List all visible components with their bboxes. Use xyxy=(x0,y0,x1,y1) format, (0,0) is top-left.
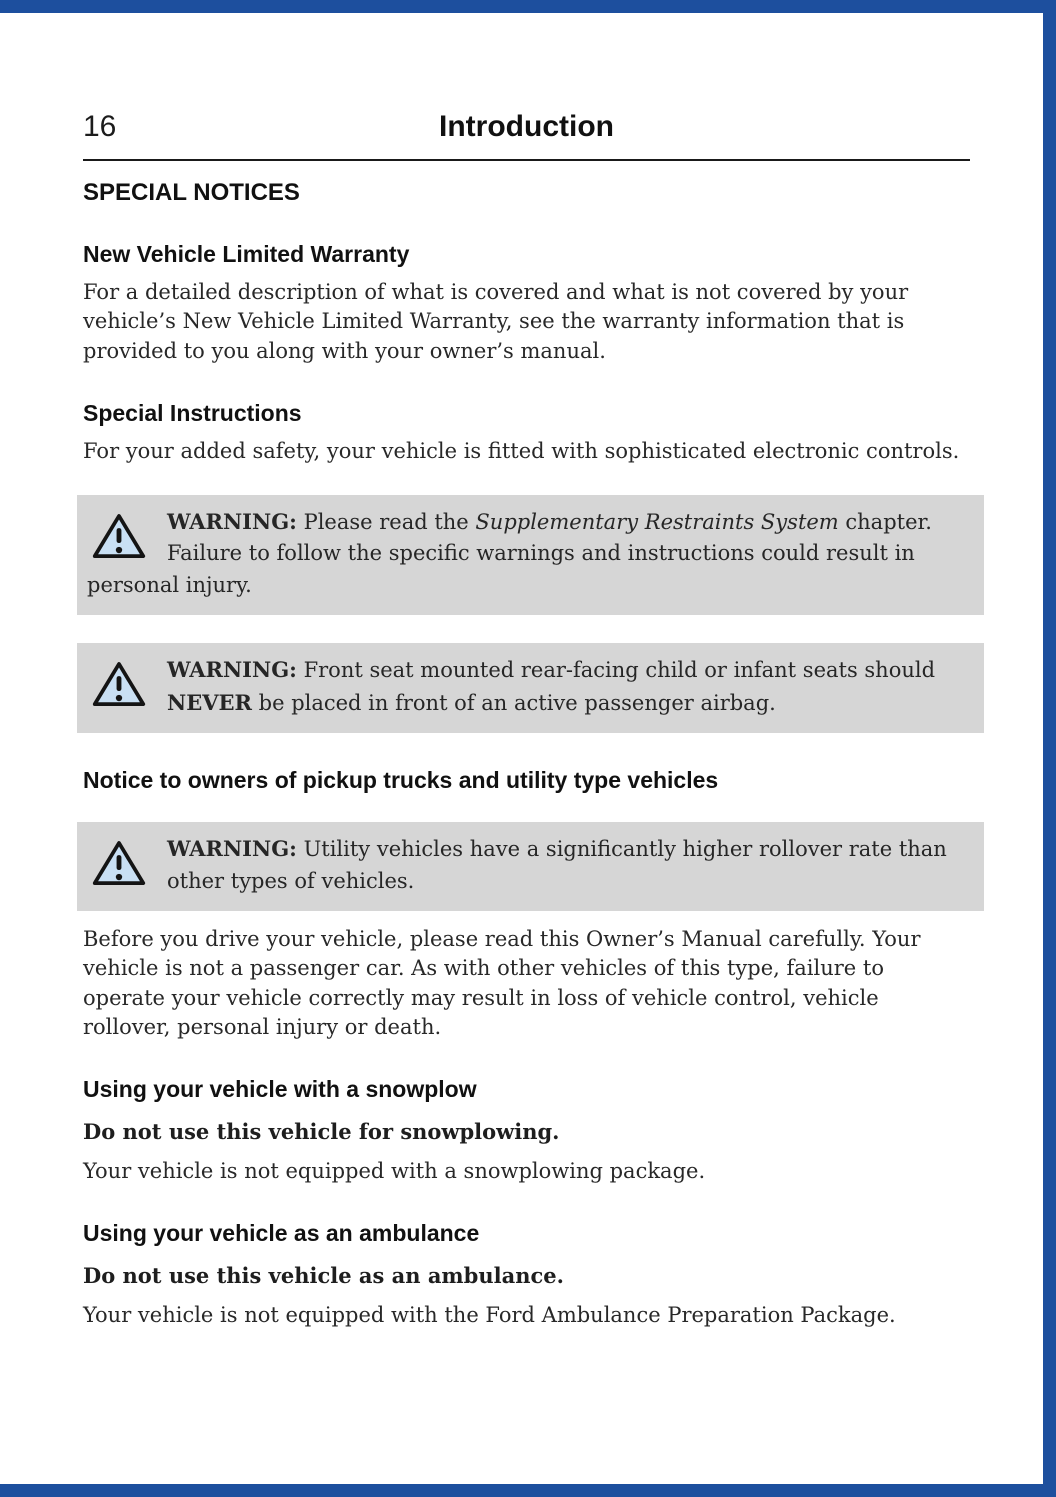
warning-triangle-icon xyxy=(91,660,147,709)
warning-box-rollover xyxy=(77,822,984,911)
special-instructions-heading: Special Instructions xyxy=(83,400,302,427)
warning-text-italic-segment: Supplementary Restraints System xyxy=(475,509,839,534)
snowplow-body: Your vehicle is not equipped with a snowplowing package. xyxy=(83,1158,706,1183)
page-number: 16 xyxy=(83,110,117,143)
snowplow-bold-notice: Do not use this vehicle for snowplowing. xyxy=(83,1119,560,1145)
page-border-bottom xyxy=(0,1484,1056,1497)
ambulance-heading: Using your vehicle as an ambulance xyxy=(83,1220,480,1247)
warning-box-child-seat xyxy=(77,643,984,733)
special-instructions-body: For your added safety, your vehicle is fitted with sophisticated electronic controls. xyxy=(83,439,960,464)
warning-label: WARNING: xyxy=(167,657,297,683)
ambulance-bold-notice: Do not use this vehicle as an ambulance. xyxy=(83,1263,564,1289)
warning-text-bold-segment: NEVER xyxy=(167,690,252,716)
pickup-notice-body: Before you drive your vehicle, please read this Owner’s Manual carefully. Your vehicle is not a passenger car. As with other vehicles of this type, failure to operate your vehicle correctly may result in loss of vehicle control, vehicle rollover, personal injury or death. xyxy=(83,926,921,1040)
warning-text-segment: Front seat mounted rear-facing child or infant seats should xyxy=(296,658,936,683)
snowplow-heading: Using your vehicle with a snowplow xyxy=(83,1076,477,1103)
page-header xyxy=(83,110,970,148)
warning-text-segment: be placed in front of an active passenger airbag. xyxy=(251,691,776,716)
warranty-heading: New Vehicle Limited Warranty xyxy=(83,241,410,267)
warning-text-segment: chapter. Failure to follow the specific warnings and instructions could result in personal injury. xyxy=(87,509,932,598)
special-notices-heading: SPECIAL NOTICES xyxy=(83,179,300,206)
header-rule xyxy=(83,159,970,161)
warning-box-srs xyxy=(77,495,984,616)
warning-text xyxy=(87,506,968,603)
warning-label: WARNING: xyxy=(167,836,297,862)
warning-text-segment: Please read the xyxy=(296,509,476,534)
warranty-body: For a detailed description of what is covered and what is not covered by your vehicle’s New Vehicle Limited Warranty, see the warranty information that is provided to you along with your owner’s manual. xyxy=(83,280,909,363)
warning-text-segment: Utility vehicles have a significantly higher rollover rate than other types of vehicles. xyxy=(167,837,947,893)
warning-triangle-icon xyxy=(91,839,147,888)
ambulance-body: Your vehicle is not equipped with the Ford Ambulance Preparation Package. xyxy=(83,1302,896,1327)
warning-label: WARNING: xyxy=(167,508,297,534)
page-title: Introduction xyxy=(439,110,614,143)
warning-text xyxy=(87,833,968,898)
warning-text xyxy=(87,654,968,720)
warning-triangle-icon xyxy=(91,512,147,561)
pickup-notice-heading: Notice to owners of pickup trucks and utility type vehicles xyxy=(83,767,719,794)
